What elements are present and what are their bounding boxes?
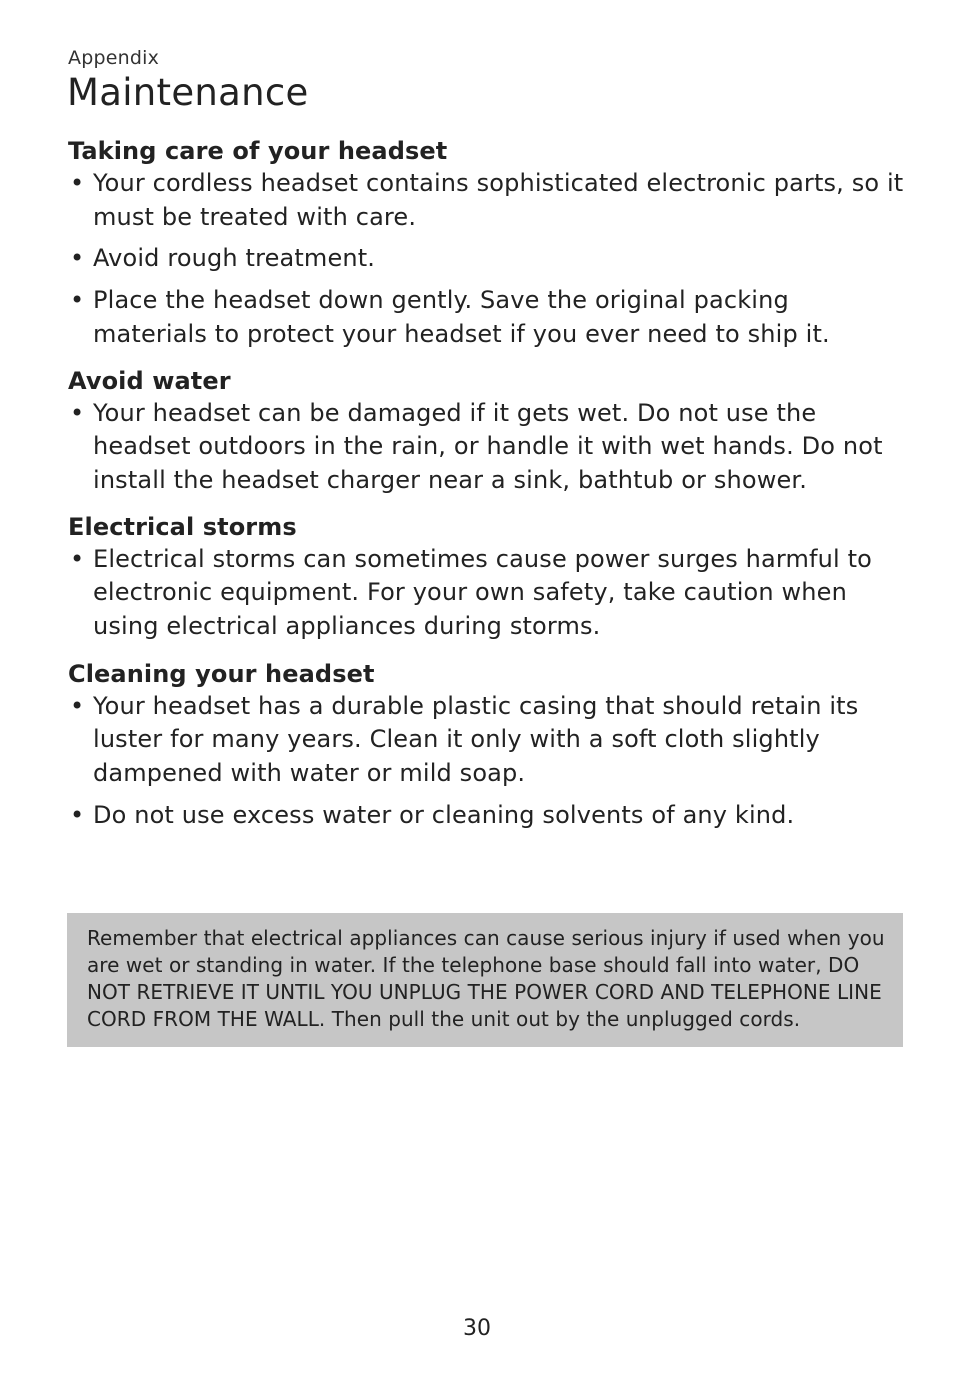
- section-heading-cleaning: Cleaning your headset: [68, 659, 375, 688]
- page-content: [68, 135, 908, 833]
- page-title: Maintenance: [67, 71, 309, 114]
- bullet-item: [68, 690, 908, 791]
- bullet-item: [68, 242, 908, 276]
- warning-box: [67, 913, 903, 1047]
- section-heading-avoid-water: Avoid water: [68, 366, 231, 395]
- bullet-text: Your cordless headset contains sophisticated electronic parts, so it must be treated with care.: [93, 169, 904, 231]
- section-heading-taking-care: Taking care of your headset: [68, 137, 448, 165]
- bullet-list-avoid-water: [68, 397, 908, 498]
- bullet-text: Do not use excess water or cleaning solvents of any kind.: [93, 800, 795, 829]
- bullet-item: [68, 284, 908, 351]
- bullet-glyph: •: [70, 544, 85, 573]
- bullet-text: Electrical storms can sometimes cause power surges harmful to electronic equipment. For your own safety, take caution when using electrical appliances during storms.: [93, 544, 872, 641]
- bullet-item: [68, 167, 908, 234]
- bullet-item: [68, 543, 908, 644]
- bullet-text: Place the headset down gently. Save the original packing materials to protect your headset if you ever need to ship it.: [93, 286, 830, 348]
- bullet-list-taking-care: [68, 167, 908, 352]
- bullet-glyph: •: [70, 169, 85, 197]
- bullet-glyph: •: [70, 286, 85, 315]
- bullet-glyph: •: [70, 800, 85, 829]
- bullet-item: [68, 397, 908, 498]
- bullet-glyph: •: [70, 398, 85, 427]
- bullet-list-electrical-storms: [68, 543, 908, 644]
- bullet-text: Avoid rough treatment.: [93, 244, 376, 273]
- bullet-text: Your headset has a durable plastic casing that should retain its luster for many years. Clean it only with a soft cloth slightly dampened with water or mild soap.: [93, 691, 859, 788]
- bullet-glyph: •: [70, 244, 85, 273]
- bullet-item: [68, 799, 908, 833]
- bullet-text: Your headset can be damaged if it gets wet. Do not use the headset outdoors in the rain, or handle it with wet hands. Do not install the headset charger near a sink, bathtub or shower.: [93, 398, 883, 494]
- section-heading-electrical-storms: Electrical storms: [68, 512, 297, 541]
- bullet-glyph: •: [70, 691, 85, 720]
- warning-text: Remember that electrical appliances can cause serious injury if used when you are wet or standing in water. If the telephone base should fall into water, DO NOT RETRIEVE IT UNTIL YOU UNPLUG THE POWER CORD AND TELEPHONE LINE CORD FROM THE WALL. Then pull the unit out by the unplugged cords.: [87, 926, 885, 1031]
- page-number: 30: [463, 1316, 491, 1341]
- section-label: Appendix: [68, 47, 160, 69]
- bullet-list-cleaning: [68, 690, 908, 833]
